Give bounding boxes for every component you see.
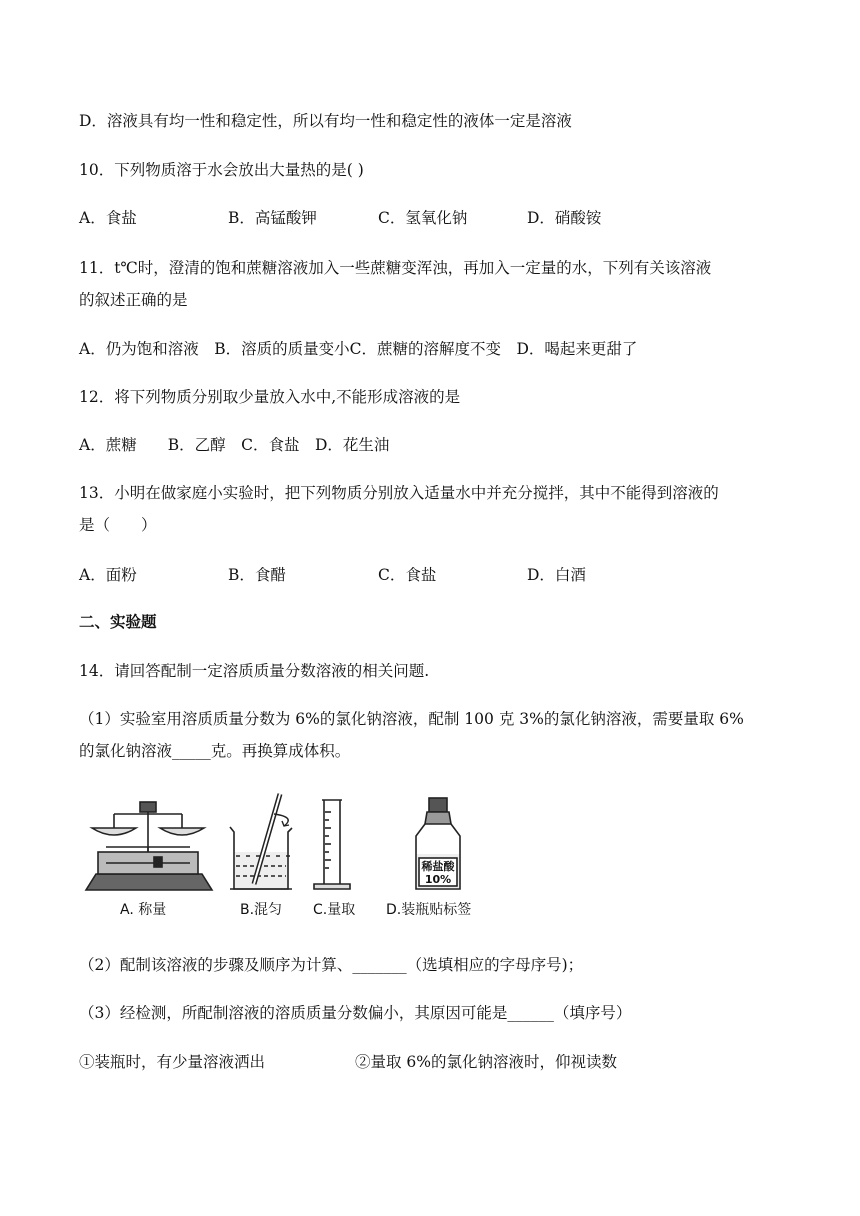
q13-option-a: A．面粉 bbox=[79, 566, 137, 584]
section-title: 二、实验题 bbox=[79, 613, 157, 631]
q11-stem-line1: 11．t℃时，澄清的饱和蔗糖溶液加入一些蔗糖变浑浊，再加入一定量的水，下列有关该溶液 bbox=[79, 259, 712, 277]
bottle-label-line2: 10% bbox=[424, 873, 452, 886]
q12-options: A．蔗糖 B．乙醇 C．食盐 D．花生油 bbox=[79, 436, 390, 454]
q10-option-b: B．高锰酸钾 bbox=[228, 209, 317, 227]
balance-scale-icon bbox=[86, 802, 212, 890]
beaker-glass-rod-icon bbox=[230, 794, 292, 889]
caption-b: B.混匀 bbox=[240, 902, 283, 918]
lab-equipment-figure bbox=[84, 792, 504, 932]
caption-d: D.装瓶贴标签 bbox=[386, 902, 472, 918]
q14-part3-option2: ②量取 6%的氯化钠溶液时，仰视读数 bbox=[355, 1053, 618, 1071]
q14-part3-option1: ①装瓶时，有少量溶液洒出 bbox=[79, 1053, 266, 1071]
q12-stem: 12．将下列物质分别取少量放入水中,不能形成溶液的是 bbox=[79, 388, 461, 406]
q13-stem-line1: 13．小明在做家庭小实验时，把下列物质分别放入适量水中并充分搅拌，其中不能得到溶液的 bbox=[79, 484, 719, 502]
graduated-cylinder-icon bbox=[314, 800, 350, 889]
q11-stem-line2: 的叙述正确的是 bbox=[79, 291, 188, 309]
q13-option-b: B．食醋 bbox=[228, 566, 286, 584]
q14-part2: （2）配制该溶液的步骤及顺序为计算、_______（选填相应的字母序号)； bbox=[79, 956, 584, 974]
q13-stem-line2: 是（ ） bbox=[79, 516, 157, 534]
q10-option-c: C．氢氧化钠 bbox=[378, 209, 468, 227]
q10-stem: 10．下列物质溶于水会放出大量热的是( ) bbox=[79, 161, 364, 179]
q14-stem: 14．请回答配制一定溶质质量分数溶液的相关问题. bbox=[79, 662, 430, 680]
q14-part1-line1: （1）实验室用溶质质量分数为 6%的氯化钠溶液，配制 100 克 3%的氯化钠溶液，需要量取 6% bbox=[79, 710, 744, 728]
q11-options: A．仍为饱和溶液 B．溶质的质量变小C．蔗糖的溶解度不变 D．喝起来更甜了 bbox=[79, 340, 638, 358]
caption-a: A. 称量 bbox=[120, 902, 167, 918]
q9-option-d: D．溶液具有均一性和稳定性，所以有均一性和稳定性的液体一定是溶液 bbox=[79, 112, 572, 130]
q10-option-a: A．食盐 bbox=[79, 209, 137, 227]
q14-part3: （3）经检测，所配制溶液的溶质质量分数偏小，其原因可能是______（填序号） bbox=[79, 1004, 632, 1022]
q10-option-d: D．硝酸铵 bbox=[527, 209, 602, 227]
q14-part1-line2: 的氯化钠溶液_____克。再换算成体积。 bbox=[79, 742, 351, 760]
caption-c: C.量取 bbox=[313, 902, 356, 918]
q13-option-c: C．食盐 bbox=[378, 566, 437, 584]
q13-option-d: D．白酒 bbox=[527, 566, 586, 584]
bottle-label-line1: 稀盐酸 bbox=[421, 860, 455, 873]
